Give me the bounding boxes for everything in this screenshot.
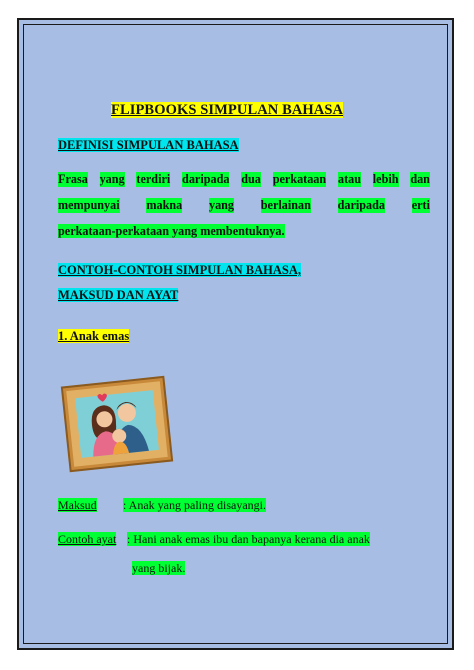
ayat-value-line-2 xyxy=(132,561,185,576)
word: erti xyxy=(411,198,430,212)
definition-line-1 xyxy=(58,172,430,187)
word: makna xyxy=(146,198,183,212)
definition-line-3-text: perkataan-perkataan yang membentuknya. xyxy=(58,224,285,238)
family-frame-icon xyxy=(58,374,176,474)
definition-heading xyxy=(58,138,239,153)
examples-heading-line-1 xyxy=(58,263,301,278)
document-page xyxy=(17,18,454,650)
ayat-label xyxy=(58,532,116,547)
examples-heading-line-2-text: MAKSUD DAN AYAT xyxy=(58,288,179,302)
definition-heading-text: DEFINISI SIMPULAN BAHASA xyxy=(58,138,239,152)
word: yang xyxy=(208,198,235,212)
examples-heading-line-2 xyxy=(58,288,178,303)
word: terdiri xyxy=(136,172,171,186)
definition-line-2 xyxy=(58,198,430,213)
word: daripada xyxy=(182,172,230,186)
ayat-label-text: Contoh ayat xyxy=(58,532,117,546)
word: Frasa xyxy=(58,172,88,186)
examples-heading-line-1-text: CONTOH-CONTOH SIMPULAN BAHASA, xyxy=(58,263,301,277)
word: atau xyxy=(337,172,361,186)
ayat-value-line-1 xyxy=(127,532,370,547)
word: lebih xyxy=(372,172,399,186)
word: dan xyxy=(410,172,430,186)
maksud-value-text: : Anak yang paling disayangi. xyxy=(123,498,266,512)
word: dua xyxy=(241,172,261,186)
page-title xyxy=(111,102,343,119)
word: mempunyai xyxy=(58,198,120,212)
word: yang xyxy=(99,172,125,186)
family-frame-illustration xyxy=(58,374,176,474)
maksud-label-text: Maksud xyxy=(58,498,97,512)
item-heading-text: 1. Anak emas xyxy=(58,329,130,343)
word: perkataan xyxy=(272,172,327,186)
word: berlainan xyxy=(260,198,311,212)
item-heading xyxy=(58,329,129,344)
maksud-label xyxy=(58,498,97,513)
ayat-value-line-1-text: : Hani anak emas ibu dan bapanya kerana dia anak xyxy=(127,532,370,546)
title-text: FLIPBOOKS SIMPULAN BAHASA xyxy=(111,102,344,118)
ayat-value-line-2-text: yang bijak. xyxy=(132,561,186,575)
maksud-value xyxy=(123,498,266,513)
word: daripada xyxy=(337,198,386,212)
definition-line-3 xyxy=(58,224,428,239)
